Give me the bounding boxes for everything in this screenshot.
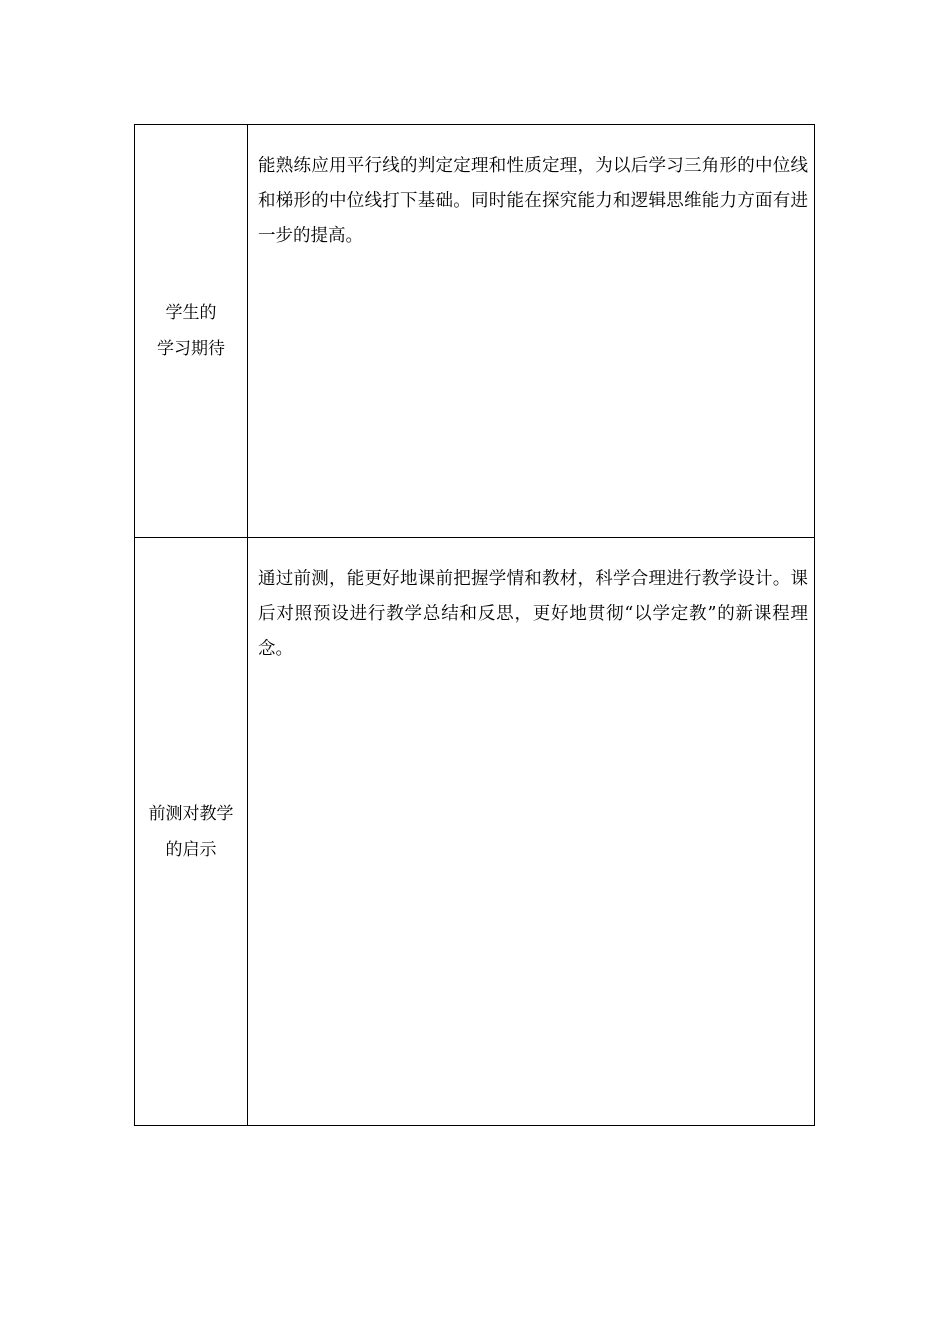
row-content-teaching-insight [248, 538, 815, 1126]
content-paragraph: 通过前测，能更好地课前把握学情和教材，科学合理进行教学设计。课后对照预设进行教学总结和反思，更好地贯彻“以学定教”的新课程理念。 [258, 569, 808, 659]
row-content-learning-expectation [248, 125, 815, 538]
row-label-teaching-insight [135, 538, 248, 1126]
row-label-line: 前测对教学 [148, 803, 234, 824]
row-label-line: 的启示 [165, 839, 217, 860]
row-label-line: 学生的 [165, 303, 217, 323]
table-row-learning-expectation [135, 125, 815, 538]
lesson-analysis-table [134, 124, 815, 1126]
table-row-teaching-insight [135, 538, 815, 1126]
row-label-learning-expectation [135, 125, 248, 538]
row-label-line: 学习期待 [157, 339, 225, 359]
content-paragraph: 能熟练应用平行线的判定定理和性质定理，为以后学习三角形的中位线和梯形的中位线打下基础。同时能在探究能力和逻辑思维能力方面有进一步的提高。 [258, 156, 808, 246]
